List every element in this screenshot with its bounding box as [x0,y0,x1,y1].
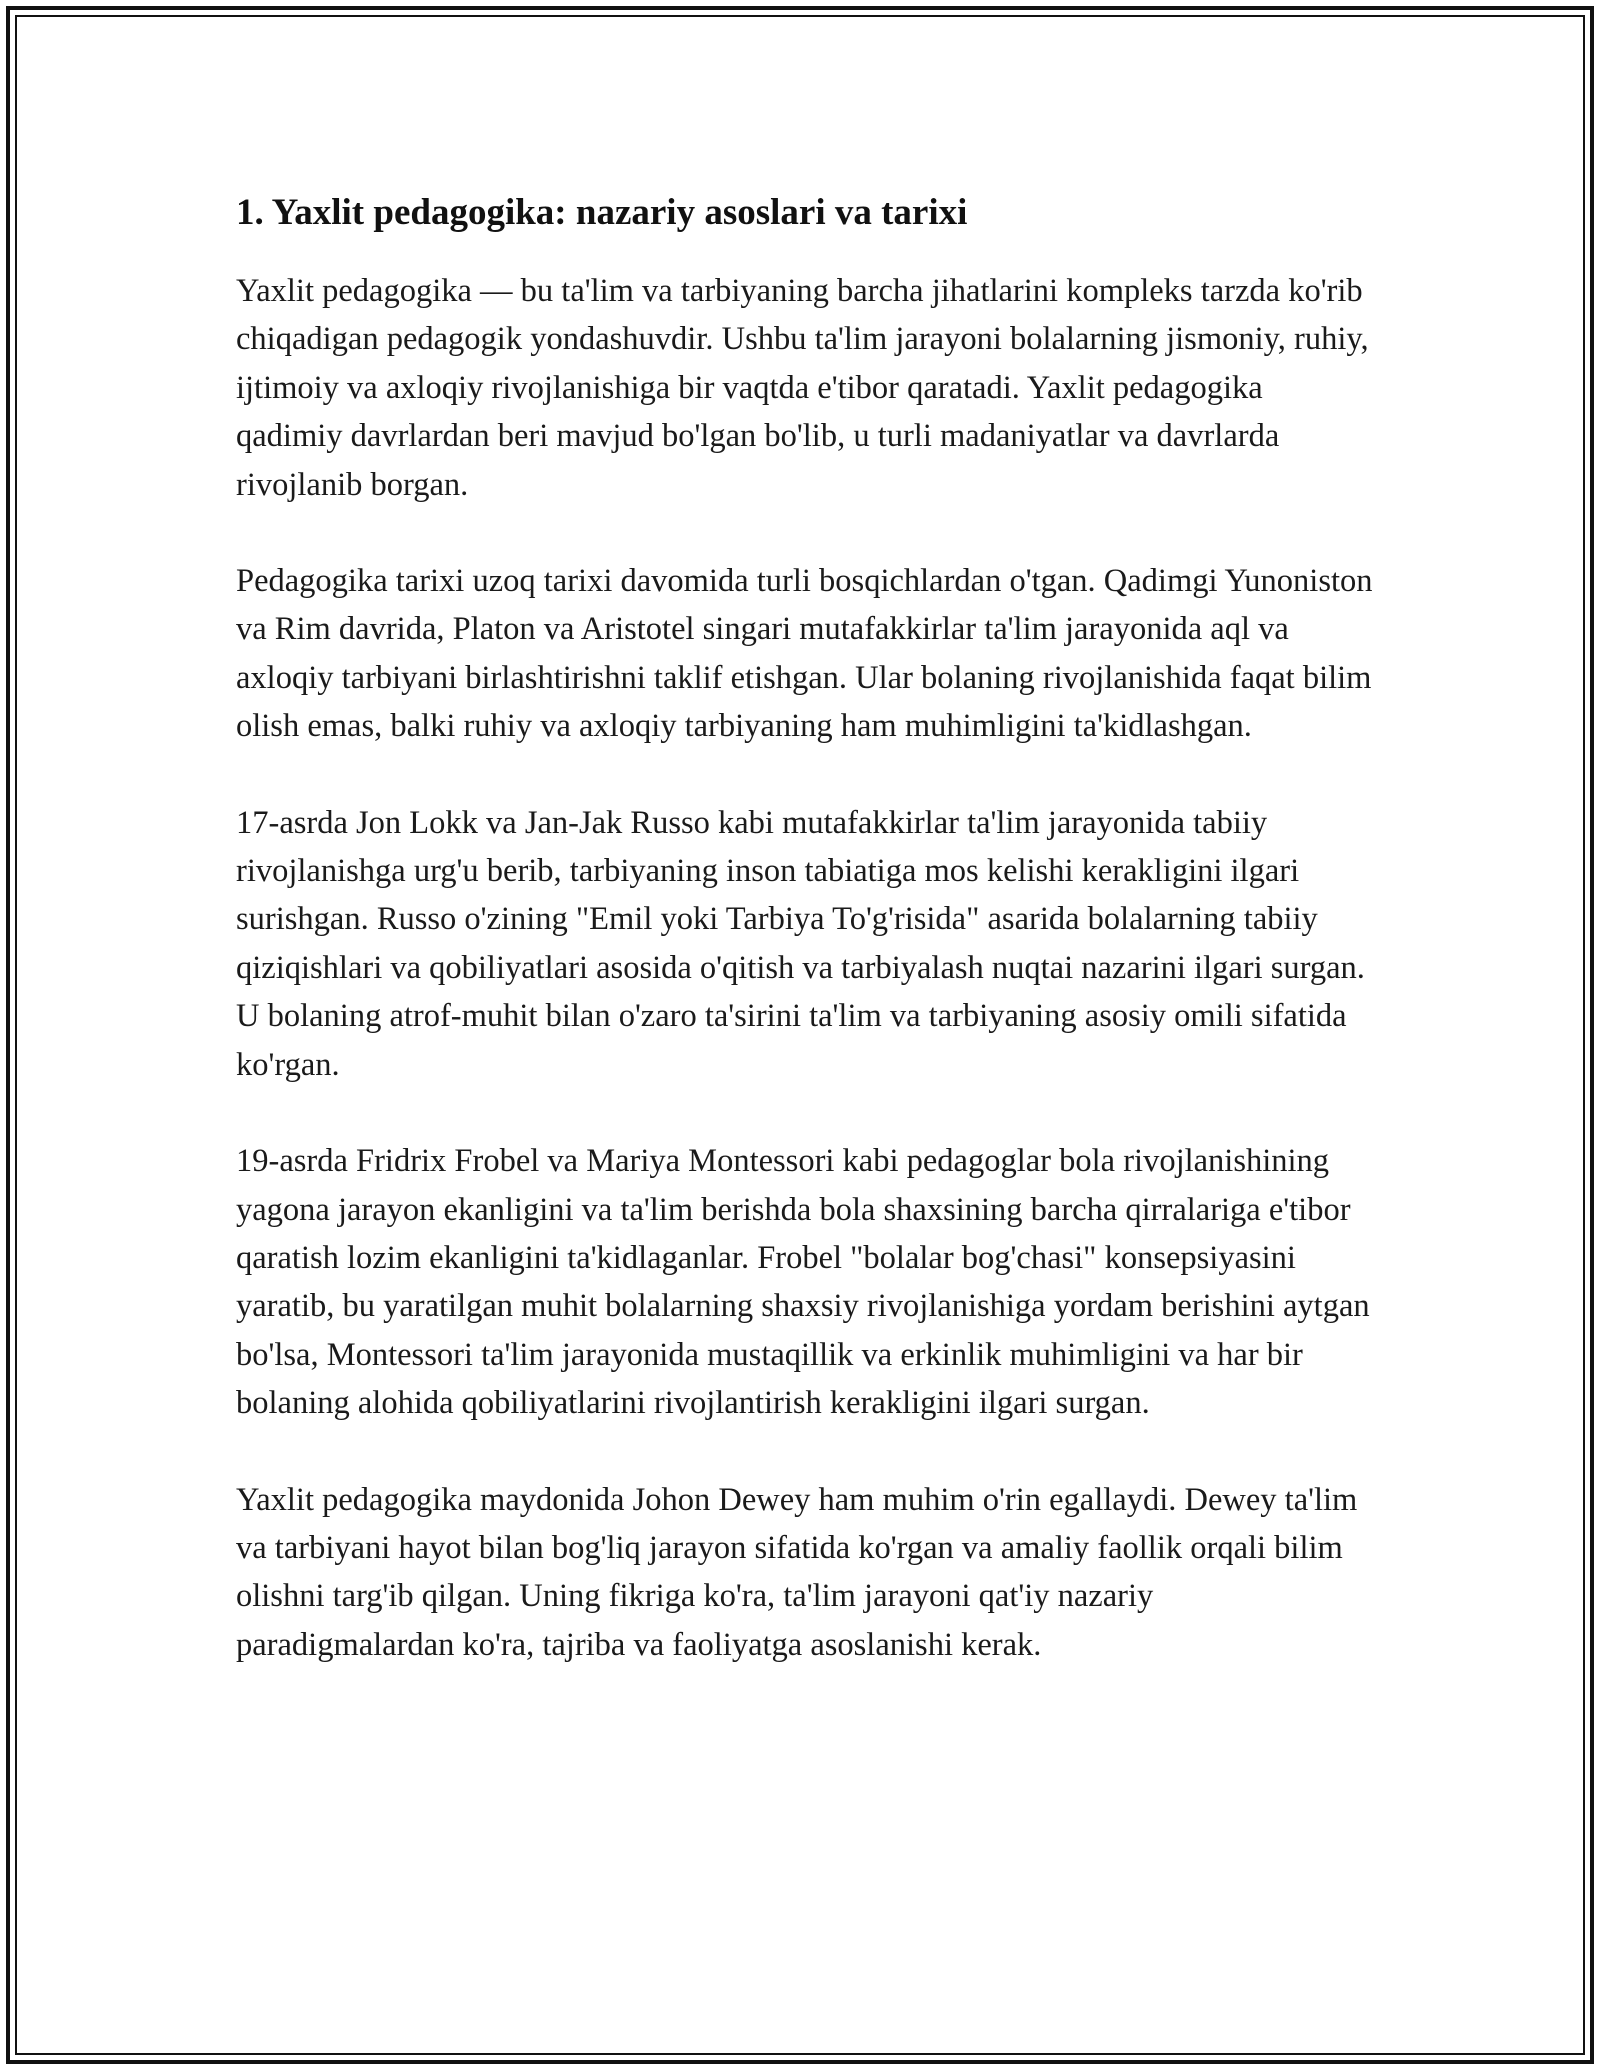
paragraph-intro: Yaxlit pedagogika — bu ta'lim va tarbiyaning barcha jihatlarini kompleks tarzda ko'rib chiqadigan pedagogik yondashuvdir. Ushbu ta'lim jarayoni bolalarning jismoniy, ruhiy, ijtimoiy va axloqiy rivojlanishiga bir vaqtda e'tibor qaratadi. Yaxlit pedagogika qadimiy davrlardan beri mavjud bo'lgan bo'lib, u turli madaniyatlar va davrlarda rivojlanib borgan. [236,273,1369,503]
paragraph-ancient-history: Pedagogika tarixi uzoq tarixi davomida turli bosqichlardan o'tgan. Qadimgi Yunoniston va Rim davrida, Platon va Aristotel singari mutafakkirlar ta'lim jarayonida aql va axloqiy tarbiyani birlashtirishni taklif etishgan. Ular bolaning rivojlanishida faqat bilim olish emas, balki ruhiy va axloqiy tarbiyaning ham muhimligini ta'kidlashgan. [236,563,1373,745]
paragraph-19th-century: 19-asrda Fridrix Frobel va Mariya Montessori kabi pedagoglar bola rivojlanishining yagona jarayon ekanligini va ta'lim berishda bola shaxsining barcha qirralariga e'tibor qaratish lozim ekanligini ta'kidlaganlar. Frobel "bolalar bog'chasi" konsepsiyasini yaratib, bu yaratilgan muhit bolalarning shaxsiy rivojlanishiga yordam berishini aytgan bo'lsa, Montessori ta'lim jarayonida mustaqillik va erkinlik muhimligini va har bir bolaning alohida qobiliyatlarini rivojlantirish kerakligini ilgari surgan. [236,1143,1370,1422]
document-body [236,188,1376,1717]
document-title: 1. Yaxlit pedagogika: nazariy asoslari va tarixi [236,192,968,233]
paragraph-dewey: Yaxlit pedagogika maydonida Johon Dewey ham muhim o'rin egallaydi. Dewey ta'lim va tarbiyani hayot bilan bog'liq jarayon sifatida ko'rgan va amaliy faollik orqali bilim olishni targ'ib qilgan. Uning fikriga ko'ra, ta'lim jarayoni qat'iy nazariy paradigmalardan ko'ra, tajriba va faoliyatga asoslanishi kerak. [236,1481,1358,1663]
paragraph-17th-century: 17-asrda Jon Lokk va Jan-Jak Russo kabi mutafakkirlar ta'lim jarayonida tabiiy rivojlanishga urg'u berib, tarbiyaning inson tabiatiga mos kelishi kerakligini ilgari surishgan. Russo o'zining "Emil yoki Tarbiya To'g'risida" asarida bolalarning tabiiy qiziqishlari va qobiliyatlari asosida o'qitish va tarbiyalash nuqtai nazarini ilgari surgan. U bolaning atrof-muhit bilan o'zaro ta'sirini ta'lim va tarbiyaning asosiy omili sifatida ko'rgan. [236,804,1365,1083]
